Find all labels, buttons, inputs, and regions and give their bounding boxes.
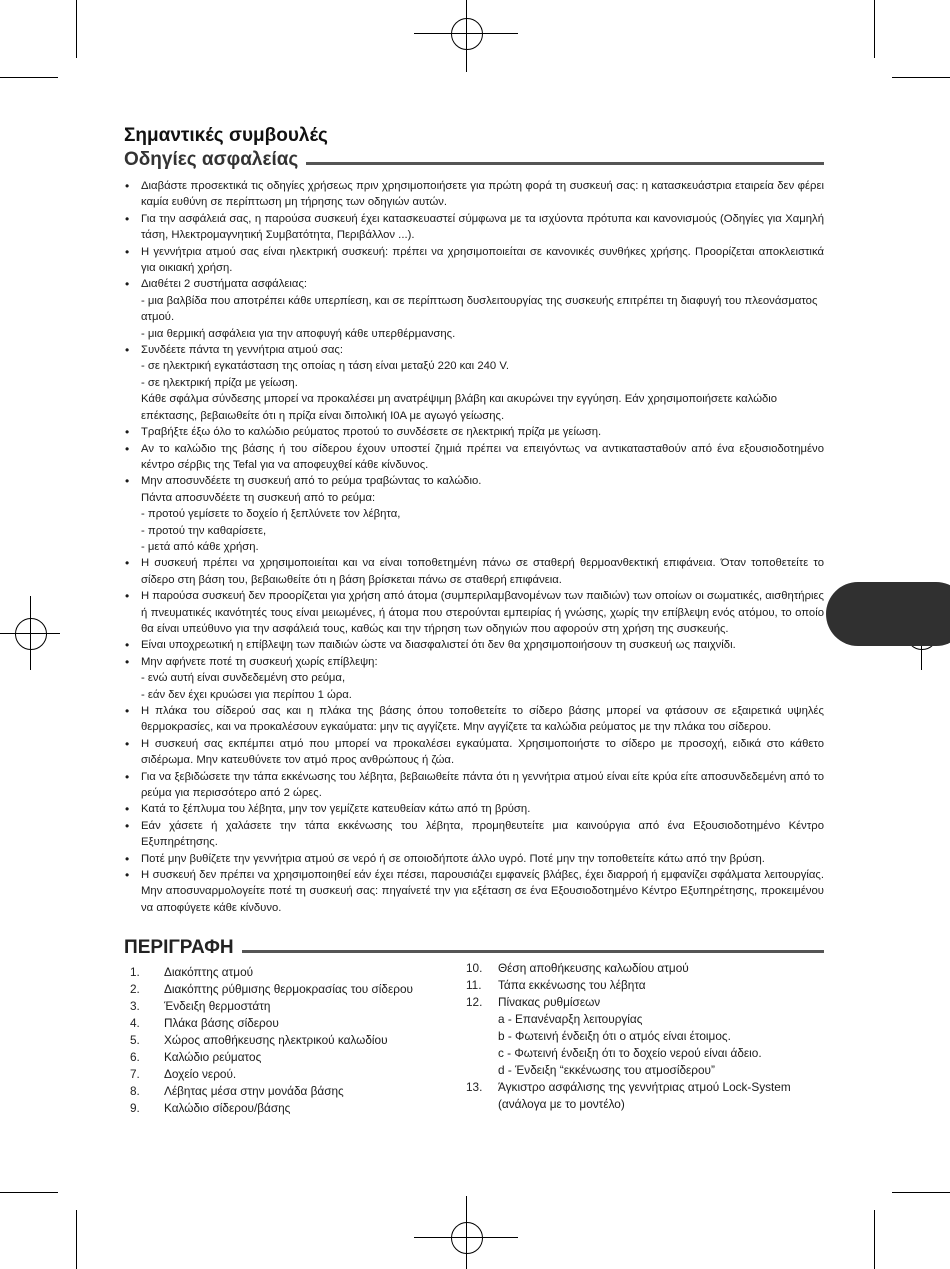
safety-item-text: • Διαθέτει 2 συστήματα ασφάλειας: [141,278,308,291]
safety-heading: Οδηγίες ασφαλείας [124,149,299,170]
safety-item-text: • Τραβήξτε έξω όλο το καλώδιο ρεύματος προτού το συνδέσετε σε ηλεκτρική πρίζα με γείωση. [141,426,602,439]
description-item-label: Τάπα εκκένωσης του λέβητα [498,978,646,993]
safety-item-text: • Μην αφήνετε ποτέ τη συσκευή χωρίς επίβλεψη: [141,655,378,668]
safety-item-text: • Η συσκευή πρέπει να χρησιμοποιείται και να είναι τοποθετημένη πάνω σε σταθερή θερμοανθεκτική επιφάνεια. Όταν τοποθετείτε το σίδερο στη βάση του, βεβαιωθείτε ότι η βάση βρίσκεται πάνω σε σταθερή επιφάνεια. [141,557,824,586]
description-item [124,998,454,1015]
description-item-label: Ένδειξη θερμοστάτη [164,999,271,1014]
safety-item-text: • Για την ασφάλειά σας, η παρούσα συσκευή έχει κατασκευαστεί σύμφωνα με τα ισχύοντα πρότυπα και κανονισμούς (Οδηγίες για Χαμηλή τάση, Ηλεκτρομαγνητική Συμβατότητα, Περιβάλλον ...). [141,212,824,242]
safety-item-text: • Εάν χάσετε ή χαλάσετε την τάπα εκκένωσης του λέβητα, προμηθευτείτε μια καινούργια από ένα Εξουσιοδοτημένο Κέντρο Εξυπηρέτησης. [141,819,824,849]
safety-item [124,473,824,555]
description-item-number: 10. [466,961,483,976]
description-list [124,960,824,1130]
description-item-number: 7. [130,1067,140,1082]
description-item [124,1032,454,1049]
safety-item-text: • Ποτέ μην βυθίζετε την γεννήτρια ατμού σε νερό ή σε οποιοδήποτε άλλο υγρό. Ποτέ μην την τοποθετείτε κάτω από την βρύση. [141,852,765,865]
description-subitem: b - Φωτεινή ένδειξη ότι ο ατμός είναι έτοιμος. [498,1029,731,1044]
description-item [124,981,454,998]
safety-item-text: • Η παρούσα συσκευή δεν προορίζεται για χρήση από άτομα (συμπεριλαμβανομένων των παιδιών) των οποίων οι σωματικές, αισθητήριες ή πνευματικές ικανότητές τους είναι μειωμένες, ή άτομα που στερούνται εμπειρίας ή γνώσης, χωρίς την επίβλεψη ενός ατόμου, το οποίο θα είναι υπεύθυνο για την ασφάλειά τους, καθώς και την τήρηση των οδηγιών που αφορούν στη χρήση της συσκευής. [141,590,824,635]
safety-item-subline: - σε ηλεκτρική εγκατάσταση της οποίας η τάση είναι μεταξύ 220 και 240 V. [141,360,509,373]
description-column-right [464,960,824,1113]
description-item-label: Άγκιστρο ασφάλισης της γεννήτριας ατμού Lock-System [498,1080,791,1095]
safety-item [124,736,824,769]
safety-item [124,441,824,474]
safety-item [124,588,824,637]
description-item-label: Διακόπτης ατμού [164,965,254,980]
safety-item-subline: - εάν δεν έχει κρυώσει για περίπου 1 ώρα. [141,688,352,701]
safety-item-text: • Η γεννήτρια ατμού σας είναι ηλεκτρική συσκευή: πρέπει να χρησιμοποιείται σε κανονικές συνθήκες χρήσης. Προορίζεται αποκλειστικά για οικιακή χρήση. [141,245,824,275]
safety-item [124,851,824,867]
description-item-number: 2. [130,982,140,997]
description-item [124,964,454,981]
safety-item-subline: Πάντα αποσυνδέετε τη συσκευή από το ρεύμα: [141,491,376,504]
description-item-label: Δοχείο νερού. [164,1067,237,1082]
safety-item-subline: - μια θερμική ασφάλεια για την αποφυγή κάθε υπερθέρμανσης. [141,327,456,340]
description-item-number: 5. [130,1033,140,1048]
description-item-number: 4. [130,1016,140,1031]
description-item-number: 3. [130,999,140,1014]
description-item [464,960,824,977]
safety-item-text: • Αν το καλώδιο της βάσης ή του σίδερου έχουν υποστεί ζημιά πρέπει να επειγόντως να αντικατασταθούν από ένα εξουσιοδοτημένο κέντρο σέρβις της Tefal για να αποφευχθεί κάθε κίνδυνος. [141,442,824,471]
description-section-header [124,936,824,960]
safety-item [124,818,824,851]
description-item-number: 13. [466,1080,483,1095]
description-item-label: Πίνακας ρυθμίσεων [498,995,601,1010]
safety-item [124,342,824,424]
safety-item [124,801,824,817]
safety-item [124,769,824,802]
safety-section-header [124,148,824,172]
safety-item-subline: - μετά από κάθε χρήση. [141,540,259,553]
safety-item-text: • Κατά το ξέπλυμα του λέβητα, μην τον γεμίζετε κατευθείαν κάτω από τη βρύση. [141,803,531,816]
description-subitem: d - Ένδειξη “εκκένωσης του ατμοσίδερου” [498,1063,715,1078]
description-item [124,1049,454,1066]
description-subitem: (ανάλογα με το μοντέλο) [498,1097,625,1112]
description-item-number: 6. [130,1050,140,1065]
safety-item-text: • Η πλάκα του σίδερού σας και η πλάκα της βάσης όπου τοποθετείτε το σίδερο βάσης μπορεί να φτάσουν σε εξαιρετικά υψηλές θερμοκρασίες, και να προκαλέσουν εγκαύματα: μην τις αγγίζετε. Μην αγγίζετε τα καλώδια ρεύματος με την πλάκα του σίδερου. [141,705,824,734]
safety-item-text: • Η συσκευή δεν πρέπει να χρησιμοποιηθεί εάν έχει πέσει, παρουσιάζει εμφανείς βλάβες, έχει διαρροή ή εμφανίζει σφάλματα λειτουργίας. Μην αποσυναρμολογείτε ποτέ τη συσκευή σας: πηγαίνετέ την για εξέταση σε ένα Εξουσιοδοτημένο Κέντρο Εξυπηρέτησης, προκειμένου να αποφύγετε κάθε κίνδυνο. [141,869,824,914]
page-title: Σημαντικές συμβουλές [124,125,328,146]
description-item [124,1100,454,1117]
description-item-number: 9. [130,1101,140,1116]
description-item-label: Πλάκα βάσης σίδερου [164,1016,279,1031]
description-subitem: c - Φωτεινή ένδειξη ότι το δοχείο νερού είναι άδειο. [498,1046,762,1061]
safety-item [124,654,824,703]
description-item [124,1083,454,1100]
safety-item-subline: - προτού γεμίσετε το δοχείο ή ξεπλύνετε τον λέβητα, [141,508,401,521]
description-item [124,1066,454,1083]
heading-rule [242,950,824,953]
description-item-label: Χώρος αποθήκευσης ηλεκτρικού καλωδίου [164,1033,388,1048]
safety-item-text: • Συνδέετε πάντα τη γεννήτρια ατμού σας: [141,344,343,357]
safety-item-subline: Κάθε σφάλμα σύνδεσης μπορεί να προκαλέσει μη ανατρέψιμη βλάβη και ακυρώνει την εγγύηση. Εάν χρησιμοποιήσετε καλώδιο επέκτασης, βεβαιωθείτε ότι η πρίζα είναι διπολική I0A με αγωγό γείωσης. [141,393,778,422]
safety-item-text: • Είναι υποχρεωτική η επίβλεψη των παιδιών ώστε να διασφαλιστεί ότι δεν θα χρησιμοποιήσουν τη συσκευή ως παιχνίδι. [141,639,736,652]
description-item [464,994,824,1011]
description-item [464,1079,824,1096]
description-item-label: Θέση αποθήκευσης καλωδίου ατμού [498,961,689,976]
description-column-left [124,964,454,1117]
description-item-number: 1. [130,965,140,980]
safety-item [124,211,824,244]
safety-item [124,555,824,588]
description-item-label: Διακόπτης ρύθμισης θερμοκρασίας του σίδερου [164,982,413,997]
description-item-label: Καλώδιο ρεύματος [164,1050,262,1065]
safety-item [124,178,824,211]
description-item-number: 12. [466,995,483,1010]
language-tab-marker [826,582,950,646]
safety-item-text: • Μην αποσυνδέετε τη συσκευή από το ρεύμα τραβώντας το καλώδιο. [141,475,482,488]
description-item-number: 11. [466,978,482,993]
description-item [124,1015,454,1032]
safety-item [124,637,824,653]
description-item-label: Καλώδιο σίδερου/βάσης [164,1101,291,1116]
safety-item [124,703,824,736]
safety-item [124,424,824,440]
safety-item-subline: - μια βαλβίδα που αποτρέπει κάθε υπερπίεση, και σε περίπτωση δυσλειτουργίας της συσκευής επιτρέπει τη διαφυγή του πλεονάσματος ατμού. [141,294,818,324]
safety-item-text: • Διαβάστε προσεκτικά τις οδηγίες χρήσεως πριν χρησιμοποιήσετε για πρώτη φορά τη συσκευή σας: η κατασκευάστρια εταιρεία δεν φέρει καμία ευθύνη σε περίπτωση μη τήρησης των οδηγιών αυτών. [141,180,824,209]
description-item [464,977,824,994]
safety-list [124,178,824,916]
safety-item-text: • Για να ξεβιδώσετε την τάπα εκκένωσης του λέβητα, βεβαιωθείτε πάντα ότι η γεννήτρια ατμού είναι είτε κρύα είτε αποσυνδεδεμένη από το ρεύμα για περισσότερο από 2 ώρες. [141,770,824,800]
page-content [124,124,824,1130]
safety-item [124,867,824,916]
safety-item [124,244,824,277]
safety-item-subline: - προτού την καθαρίσετε, [141,524,267,537]
safety-item [124,276,824,342]
safety-item-subline: - ενώ αυτή είναι συνδεδεμένη στο ρεύμα, [141,672,346,685]
description-item-number: 8. [130,1084,140,1099]
safety-item-text: • Η συσκευή σας εκπέμπει ατμό που μπορεί να προκαλέσει εγκαύματα. Χρησιμοποιήστε το σίδερο με προσοχή, ειδικά στο κάθετο σιδέρωμα. Μην κατευθύνετε τον ατμό προς ανθρώπους ή ζώα. [141,737,824,767]
description-item-label: Λέβητας μέσα στην μονάδα βάσης [164,1084,344,1099]
description-subitem: a - Επανέναρξη λειτουργίας [498,1012,643,1027]
safety-item-subline: - σε ηλεκτρική πρίζα με γείωση. [141,376,298,389]
description-heading: ΠΕΡΙΓΡΑΦΗ [124,937,234,959]
heading-rule [306,162,824,165]
